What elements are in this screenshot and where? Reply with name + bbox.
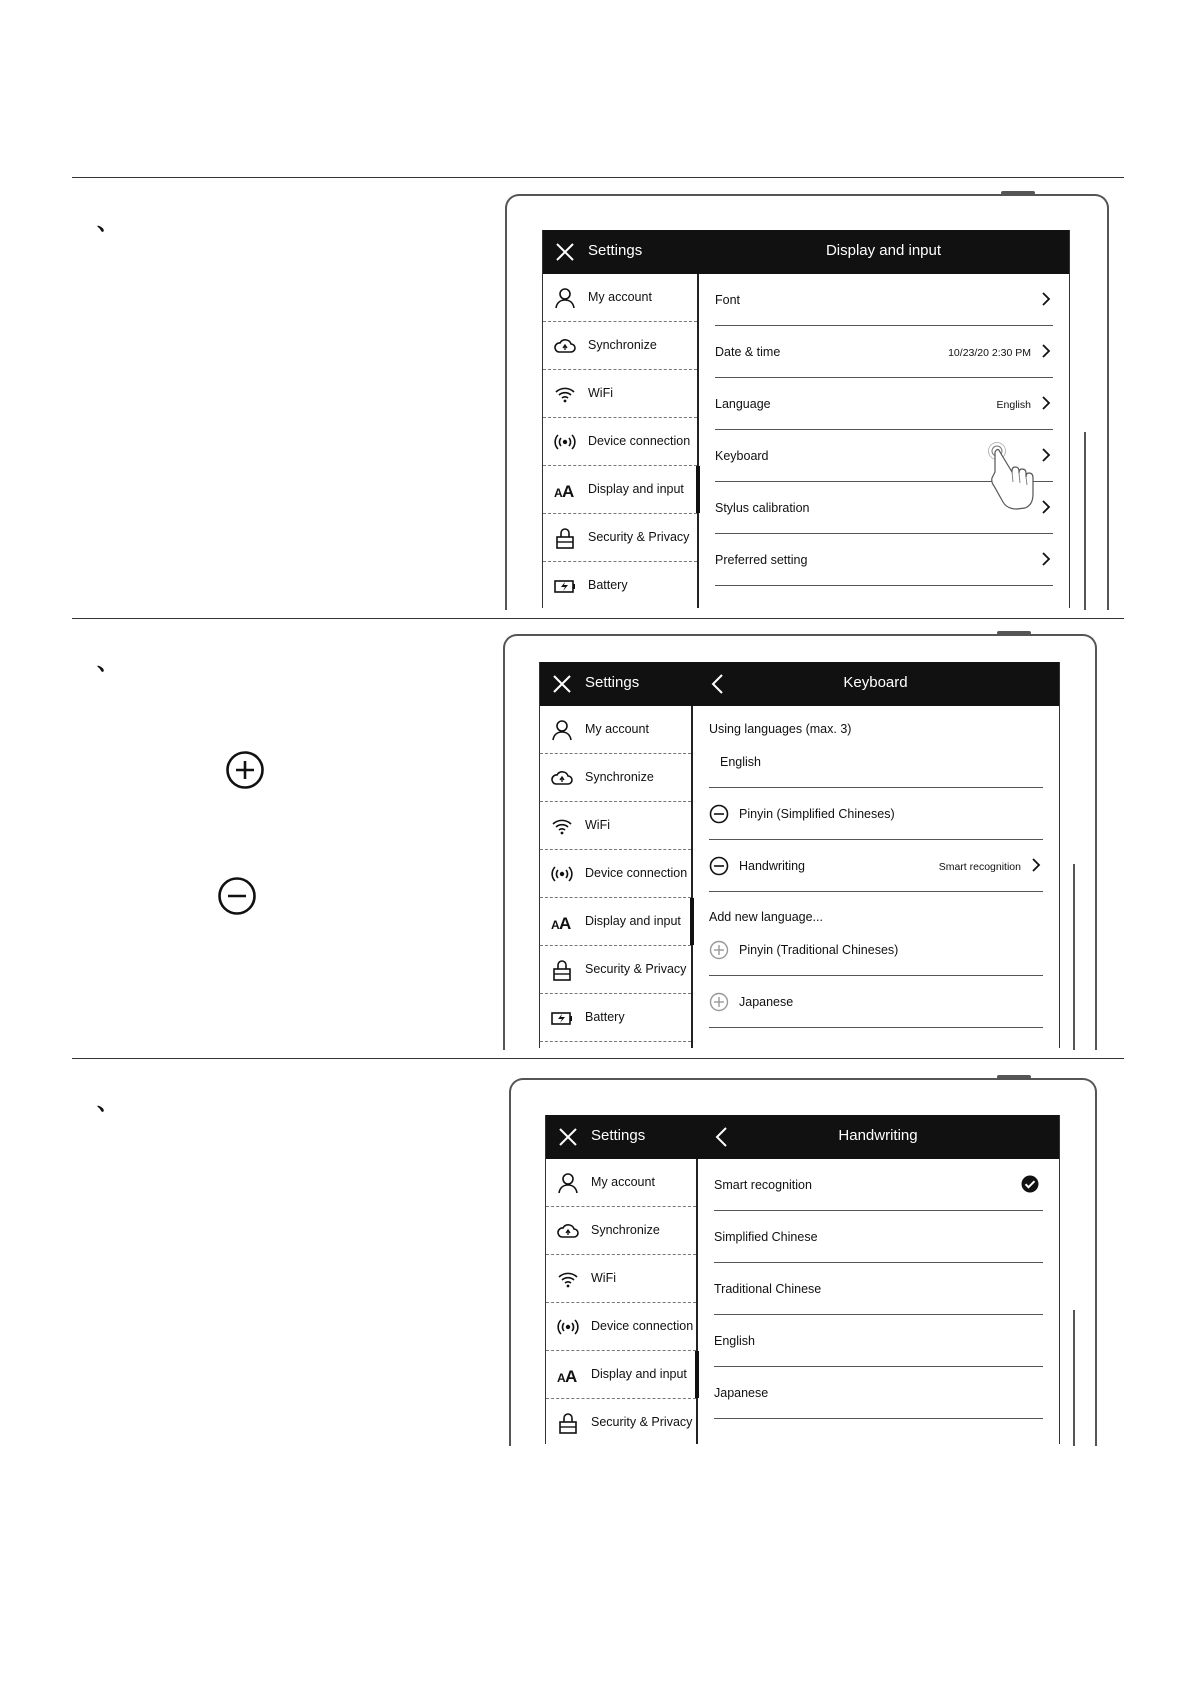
cloud-sync-icon <box>554 335 576 357</box>
sidebar-item-my-account[interactable] <box>546 1159 696 1207</box>
sidebar-item-label: Battery <box>585 1010 625 1024</box>
broadcast-icon <box>551 863 573 885</box>
row-value: Smart recognition <box>938 861 1021 873</box>
font-size-icon <box>557 1364 579 1386</box>
settings-row-date-time[interactable] <box>715 326 1053 378</box>
language-label: Japanese <box>739 995 794 1009</box>
chevron-right-icon <box>1041 447 1051 463</box>
person-icon <box>551 719 573 741</box>
sidebar-item-label: Display and input <box>588 482 684 496</box>
font-size-icon <box>554 479 576 501</box>
lock-icon <box>554 527 576 549</box>
sidebar-item-synchronize[interactable] <box>540 754 691 802</box>
sidebar-item-synchronize[interactable] <box>543 322 697 370</box>
screen-display-input <box>542 230 1070 608</box>
content-panel <box>699 274 1069 608</box>
power-button <box>997 1075 1031 1079</box>
sidebar-item-battery[interactable] <box>540 994 691 1042</box>
broadcast-icon <box>554 431 576 453</box>
sidebar-item-label: My account <box>588 290 652 304</box>
close-icon[interactable] <box>552 674 572 694</box>
person-icon <box>557 1172 579 1194</box>
content-panel <box>698 1159 1059 1444</box>
sidebar-item-battery[interactable] <box>543 562 697 608</box>
sidebar-item-wifi[interactable] <box>546 1255 696 1303</box>
sidebar-item-label: My account <box>585 722 649 736</box>
row-label: Preferred setting <box>715 553 808 567</box>
top-bar <box>540 662 1059 706</box>
screen-handwriting <box>545 1115 1060 1444</box>
sidebar-item-label: Synchronize <box>588 338 657 352</box>
wifi-icon <box>551 815 573 837</box>
chevron-right-icon <box>1041 291 1051 307</box>
screen-keyboard <box>539 662 1060 1048</box>
language-label: Pinyin (Simplified Chineses) <box>739 807 895 821</box>
sidebar <box>540 706 693 1048</box>
remove-circle-icon[interactable] <box>709 804 729 824</box>
step-mark-3: 、 <box>97 1090 120 1115</box>
language-row-pinyin-traditional[interactable] <box>709 924 1043 976</box>
row-label: Language <box>715 397 771 411</box>
page-title: Display and input <box>825 242 942 259</box>
sidebar-item-device-connection[interactable] <box>540 850 691 898</box>
row-label: Font <box>715 293 741 307</box>
lock-icon <box>551 959 573 981</box>
battery-icon <box>554 575 576 597</box>
svg-text:A: A <box>562 482 575 501</box>
sidebar-item-label: Security & Privacy <box>588 530 690 544</box>
row-label: Date & time <box>715 345 781 359</box>
sidebar-item-my-account[interactable] <box>543 274 697 322</box>
sidebar-item-label: My account <box>591 1175 655 1189</box>
sidebar-item-label: Display and input <box>585 914 681 928</box>
sidebar-item-label: Security & Privacy <box>591 1415 693 1429</box>
settings-title: Settings <box>591 1127 646 1144</box>
cloud-sync-icon <box>557 1220 579 1242</box>
add-circle-icon <box>225 750 265 790</box>
sidebar-item-synchronize[interactable] <box>546 1207 696 1255</box>
wifi-icon <box>554 383 576 405</box>
sidebar <box>543 274 699 608</box>
add-circle-icon[interactable] <box>709 992 729 1012</box>
option-label: Smart recognition <box>714 1178 812 1192</box>
sidebar-item-my-account[interactable] <box>540 706 691 754</box>
sidebar-item-display-and-input[interactable] <box>546 1351 696 1399</box>
option-label: Simplified Chinese <box>714 1230 818 1244</box>
settings-title: Settings <box>588 242 643 259</box>
remove-circle-icon <box>217 876 257 916</box>
sidebar-item-security-privacy[interactable] <box>540 946 691 994</box>
handwriting-option-simplified-chinese[interactable] <box>714 1211 1043 1263</box>
sidebar <box>546 1159 698 1444</box>
top-bar <box>543 230 1069 274</box>
sidebar-item-wifi[interactable] <box>543 370 697 418</box>
person-icon <box>554 287 576 309</box>
sidebar-item-label: Device connection <box>585 866 688 880</box>
option-label: English <box>714 1334 755 1348</box>
separator-middle <box>72 618 1124 619</box>
handwriting-option-english[interactable] <box>714 1315 1043 1367</box>
sidebar-item-security-privacy[interactable] <box>546 1399 696 1444</box>
sidebar-item-label: WiFi <box>588 386 613 400</box>
language-row-english <box>709 736 1043 788</box>
settings-row-language[interactable] <box>715 378 1053 430</box>
handwriting-option-smart-recognition[interactable] <box>714 1159 1043 1211</box>
option-label: Traditional Chinese <box>714 1282 822 1296</box>
sidebar-item-display-and-input[interactable] <box>543 466 697 514</box>
sidebar-item-display-and-input[interactable] <box>540 898 691 946</box>
chevron-right-icon <box>1041 395 1051 411</box>
battery-icon <box>551 1007 573 1029</box>
wifi-icon <box>557 1268 579 1290</box>
settings-row-font[interactable] <box>715 274 1053 326</box>
chevron-right-icon <box>1041 551 1051 567</box>
tap-hand-icon <box>987 442 1037 512</box>
page-title: Keyboard <box>843 674 908 691</box>
remove-circle-icon[interactable] <box>709 856 729 876</box>
svg-text:A: A <box>559 914 572 933</box>
settings-row-preferred-setting[interactable] <box>715 534 1053 586</box>
sidebar-item-label: Synchronize <box>585 770 654 784</box>
cloud-sync-icon <box>551 767 573 789</box>
checkmark-selected-icon <box>1021 1175 1039 1193</box>
svg-text:A: A <box>551 918 560 932</box>
power-button <box>1001 191 1035 195</box>
sidebar-item-device-connection[interactable] <box>546 1303 696 1351</box>
top-bar <box>546 1115 1059 1159</box>
sidebar-item-label: WiFi <box>591 1271 616 1285</box>
font-size-icon <box>551 911 573 933</box>
power-button <box>997 631 1031 635</box>
chevron-right-icon <box>1041 499 1051 515</box>
sidebar-item-label: Device connection <box>588 434 691 448</box>
sidebar-item-label: Display and input <box>591 1367 687 1381</box>
device-edge <box>1084 432 1086 610</box>
sidebar-item-wifi[interactable] <box>540 802 691 850</box>
sidebar-item-label: Security & Privacy <box>585 962 687 976</box>
language-row-handwriting[interactable] <box>709 840 1043 892</box>
language-label: Pinyin (Traditional Chineses) <box>739 943 899 957</box>
device-edge <box>1073 864 1075 1050</box>
language-label: Handwriting <box>739 859 806 873</box>
handwriting-option-traditional-chinese[interactable] <box>714 1263 1043 1315</box>
page-title: Handwriting <box>838 1127 918 1144</box>
svg-text:A: A <box>565 1367 578 1386</box>
row-label: Stylus calibration <box>715 501 810 515</box>
settings-title: Settings <box>585 674 640 691</box>
row-label: Keyboard <box>715 449 769 463</box>
separator-bottom <box>72 1058 1124 1059</box>
language-row-pinyin-simplified[interactable] <box>709 788 1043 840</box>
language-label: English <box>720 755 761 769</box>
sidebar-item-label: WiFi <box>585 818 610 832</box>
using-languages-label: Using languages (max. 3) <box>709 722 852 736</box>
svg-text:A: A <box>557 1371 566 1385</box>
add-circle-icon[interactable] <box>709 940 729 960</box>
language-row-japanese[interactable] <box>709 976 1043 1028</box>
svg-text:A: A <box>554 486 563 500</box>
row-value: 10/23/20 2:30 PM <box>948 347 1031 359</box>
sidebar-item-label: Synchronize <box>591 1223 660 1237</box>
close-icon[interactable] <box>558 1127 578 1147</box>
sidebar-item-label: Device connection <box>591 1319 694 1333</box>
content-panel <box>693 706 1059 1048</box>
step-mark-1: 、 <box>97 210 120 235</box>
sidebar-item-device-connection[interactable] <box>543 418 697 466</box>
broadcast-icon <box>557 1316 579 1338</box>
option-label: Japanese <box>714 1386 769 1400</box>
handwriting-option-japanese[interactable] <box>714 1367 1043 1419</box>
step-mark-2: 、 <box>97 650 120 675</box>
sidebar-item-security-privacy[interactable] <box>543 514 697 562</box>
chevron-right-icon <box>1041 343 1051 359</box>
separator-top <box>72 177 1124 178</box>
close-icon[interactable] <box>555 242 575 262</box>
chevron-right-icon <box>1031 857 1041 873</box>
add-new-language-label: Add new language... <box>709 910 823 924</box>
row-value: English <box>996 399 1031 411</box>
device-edge <box>1073 1310 1075 1446</box>
lock-icon <box>557 1412 579 1434</box>
sidebar-item-label: Battery <box>588 578 628 592</box>
